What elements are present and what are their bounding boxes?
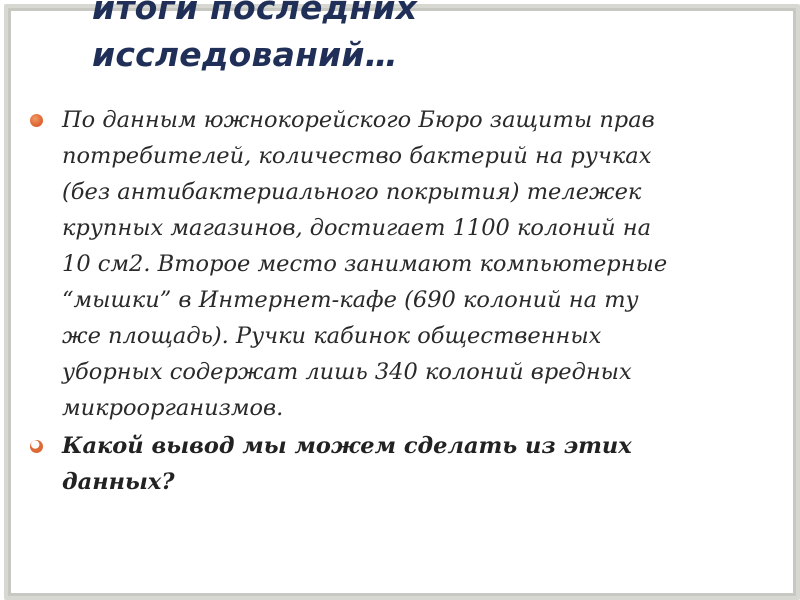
- filled-bullet-icon: [30, 114, 43, 127]
- research-line-8: уборных содержат лишь 340 колоний вредных: [62, 359, 632, 385]
- research-line-6: “мышки” в Интернет-кафе (690 колоний на ту: [62, 287, 639, 313]
- research-line-7: же площадь). Ручки кабинок общественных: [62, 323, 602, 349]
- research-text: [62, 102, 770, 426]
- research-line-3: (без антибактериального покрытия) тележек: [62, 179, 642, 205]
- slide-title: [92, 0, 417, 78]
- bullet-item-question: [30, 428, 770, 500]
- title-line-1: итоги последних: [92, 0, 418, 27]
- research-line-9: микроорганизмов.: [62, 395, 284, 421]
- question-line-1: Какой вывод мы можем сделать из этих: [62, 433, 632, 459]
- ring-bullet-icon: [30, 440, 43, 453]
- slide-content: [30, 102, 770, 500]
- research-line-5: 10 см2. Второе место занимают компьютерные: [62, 251, 668, 277]
- title-line-2: исследований…: [92, 35, 398, 74]
- question-text: [62, 428, 770, 500]
- question-line-2: данных?: [62, 469, 175, 495]
- research-line-2: потребителей, количество бактерий на ручках: [62, 143, 652, 169]
- research-line-1: По данным южнокорейского Бюро защиты прав: [62, 107, 655, 133]
- bullet-item-research: [30, 102, 770, 426]
- research-line-4: крупных магазинов, достигает 1100 колоний на: [62, 215, 652, 241]
